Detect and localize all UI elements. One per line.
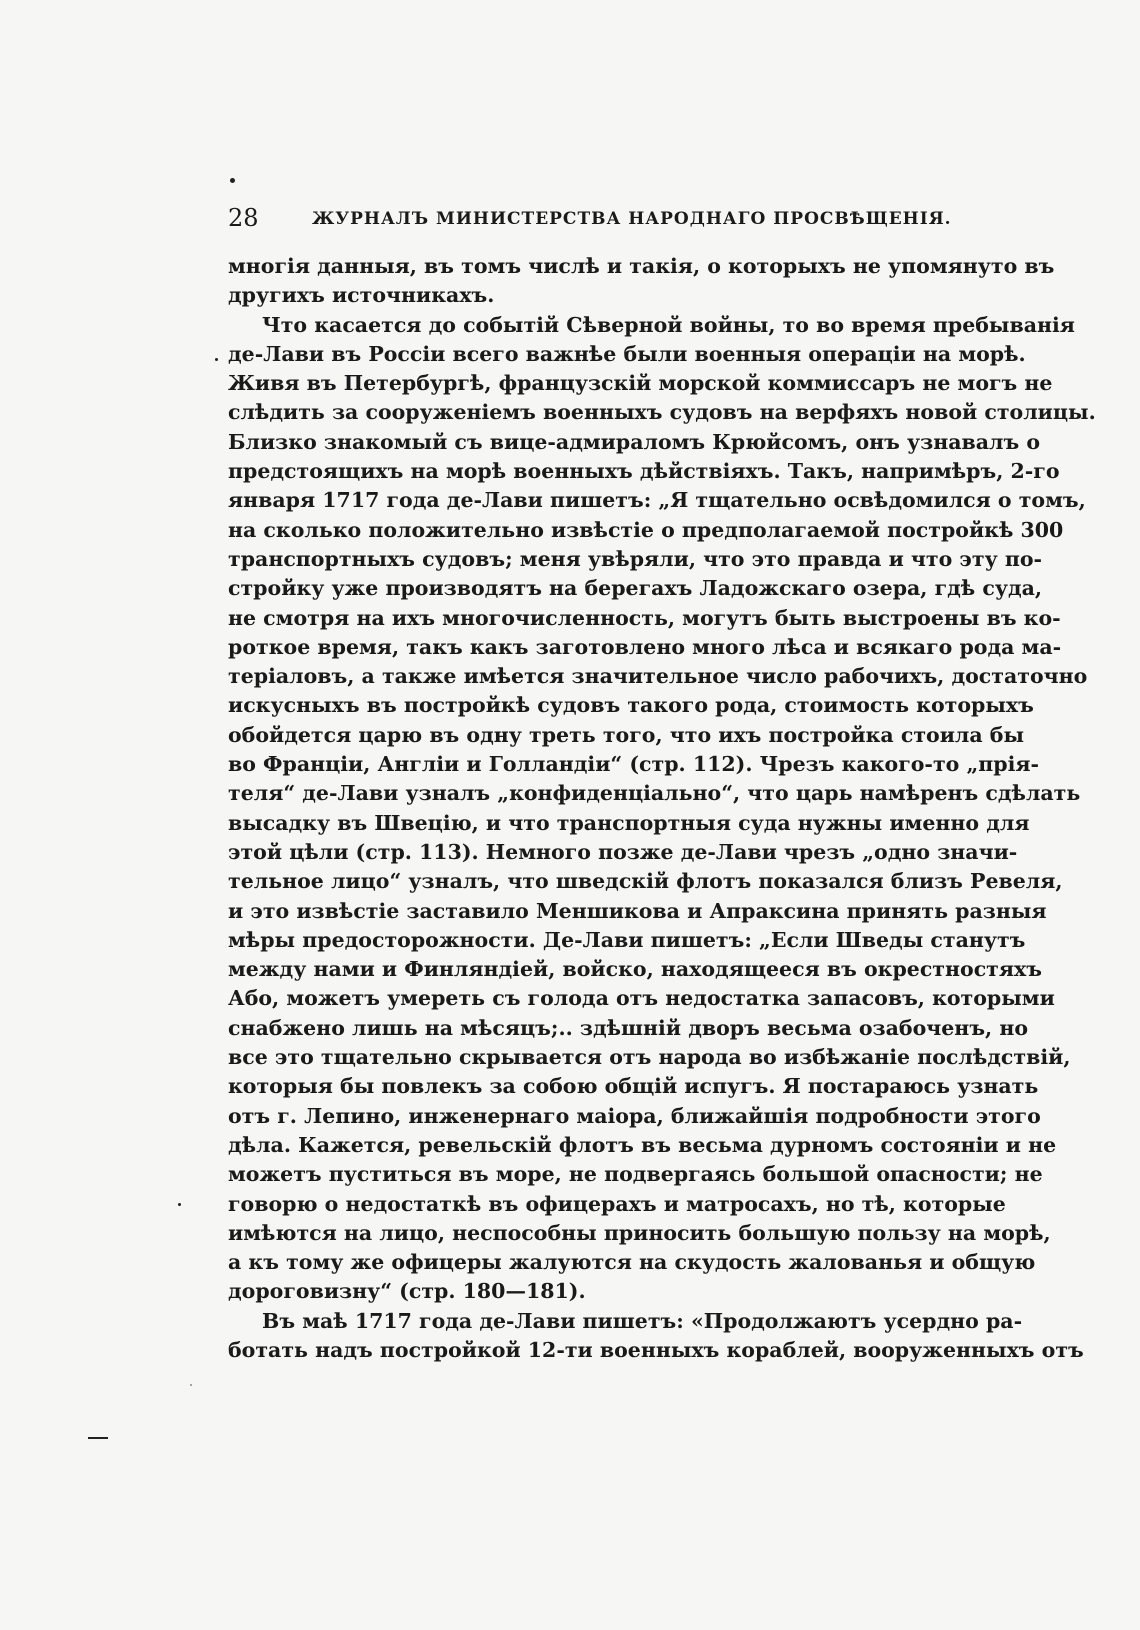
text-line: снабжено лишь на мѣсяцъ;.. здѣшній дворъ весьма озабоченъ, но	[228, 1015, 1028, 1040]
text-line: не смотря на ихъ многочисленность, могутъ быть выстроены въ ко-	[228, 605, 1061, 630]
text-line: дѣла. Кажется, ревельскій флотъ въ весьма дурномъ состояніи и не	[228, 1132, 1057, 1157]
text-line: Живя въ Петербургѣ, французскій морской коммиссаръ не могъ не	[228, 371, 1053, 396]
text-line: искусныхъ въ постройкѣ судовъ такого рода, стоимость которыхъ	[228, 693, 1034, 718]
text-line: теля“ де-Лави узналъ „конфиденціально“, что царь намѣренъ сдѣлать	[228, 781, 1081, 806]
text-line: можетъ пуститься въ море, не подвергаясь большой опасности; не	[228, 1162, 1043, 1187]
body-text	[228, 252, 1096, 1365]
text-line: Что касается до событій Сѣверной войны, то во время пребыванія	[262, 312, 1075, 337]
text-line: этой цѣли (стр. 113). Немного позже де-Лави чрезъ „одно значи-	[228, 839, 1018, 864]
ink-speck	[215, 358, 218, 361]
text-line: говорю о недостаткѣ въ офицерахъ и матросахъ, но тѣ, которые	[228, 1191, 1006, 1216]
margin-dash	[88, 1437, 108, 1439]
text-line: многія данныя, въ томъ числѣ и такія, о которыхъ не упомянуто въ	[228, 254, 1055, 278]
margin-dot	[178, 1203, 181, 1206]
text-line: Близко знакомый съ вице-адмираломъ Крюйсомъ, онъ узнавалъ о	[228, 429, 1041, 454]
text-line: Въ маѣ 1717 года де-Лави пишетъ: «Продолжаютъ усердно ра-	[262, 1308, 1023, 1333]
margin-dot-faint	[190, 1384, 192, 1386]
text-line: слѣдить за сооруженіемъ военныхъ судовъ на верфяхъ новой столицы.	[228, 400, 1096, 425]
text-line: на сколько положительно извѣстіе о предполагаемой постройкѣ 300	[228, 517, 1064, 542]
text-line: ботать надъ постройкой 12-ти военныхъ кораблей, вооруженныхъ отъ	[228, 1337, 1084, 1362]
text-line: а къ тому же офицеры жалуются на скудость жалованья и общую	[228, 1250, 1036, 1275]
text-line: все это тщательно скрывается отъ народа во избѣжаніе послѣдствій,	[228, 1045, 1071, 1070]
ink-dot	[230, 178, 235, 183]
text-line: обойдется царю въ одну треть того, что ихъ постройка стоила бы	[228, 722, 1025, 747]
text-line: стройку уже производятъ на берегахъ Ладожскаго озера, гдѣ суда,	[228, 576, 1043, 601]
text-line: имѣются на лицо, неспособны приносить большую пользу на морѣ,	[228, 1220, 1051, 1245]
text-line: мѣры предосторожности. Де-Лави пишетъ: „Если Шведы станутъ	[228, 927, 1026, 952]
text-line: де-Лави въ Россіи всего важнѣе были военныя операціи на морѣ.	[228, 341, 1026, 366]
text-line: и это извѣстіе заставило Меншикова и Апраксина принять разныя	[228, 898, 1047, 923]
text-line: во Франціи, Англіи и Голландіи“ (стр. 112). Чрезъ какого-то „прія-	[228, 752, 1040, 777]
text-line: Або, можетъ умереть съ голода отъ недостатка запасовъ, которыми	[228, 986, 1055, 1011]
page-header	[228, 204, 956, 238]
text-line: предстоящихъ на морѣ военныхъ дѣйствіяхъ. Такъ, напримѣръ, 2-го	[228, 459, 1060, 484]
text-line: отъ г. Лепино, инженернаго маіора, ближайшія подробности этого	[228, 1103, 1041, 1128]
text-line: января 1717 года де-Лави пишетъ: „Я тщательно освѣдомился о томъ,	[228, 488, 1086, 513]
text-line: тельное лицо“ узналъ, что шведскій флотъ показался близъ Ревеля,	[228, 869, 1063, 894]
text-line: транспортныхъ судовъ; меня увѣряли, что это правда и что эту по-	[228, 546, 1043, 571]
text-line: которыя бы повлекъ за собою общій испугъ. Я постараюсь узнать	[228, 1074, 1039, 1099]
text-line: дороговизну“ (стр. 180—181).	[228, 1279, 586, 1304]
text-line: между нами и Финляндіей, войско, находящееся въ окрестностяхъ	[228, 957, 1042, 982]
text-line: высадку въ Швецію, и что транспортныя суда нужны именно для	[228, 810, 1030, 835]
text-line: другихъ источникахъ.	[228, 283, 495, 308]
text-line: роткое время, такъ какъ заготовлено много лѣса и всякаго рода ма-	[228, 634, 1062, 659]
running-title: ЖУРНАЛЪ МИНИСТЕРСТВА НАРОДНАГО ПРОСВѢЩЕНІЯ.	[312, 209, 952, 229]
page-number: 28	[228, 204, 259, 232]
text-line: теріаловъ, а также имѣется значительное число рабочихъ, достаточно	[228, 664, 1088, 689]
